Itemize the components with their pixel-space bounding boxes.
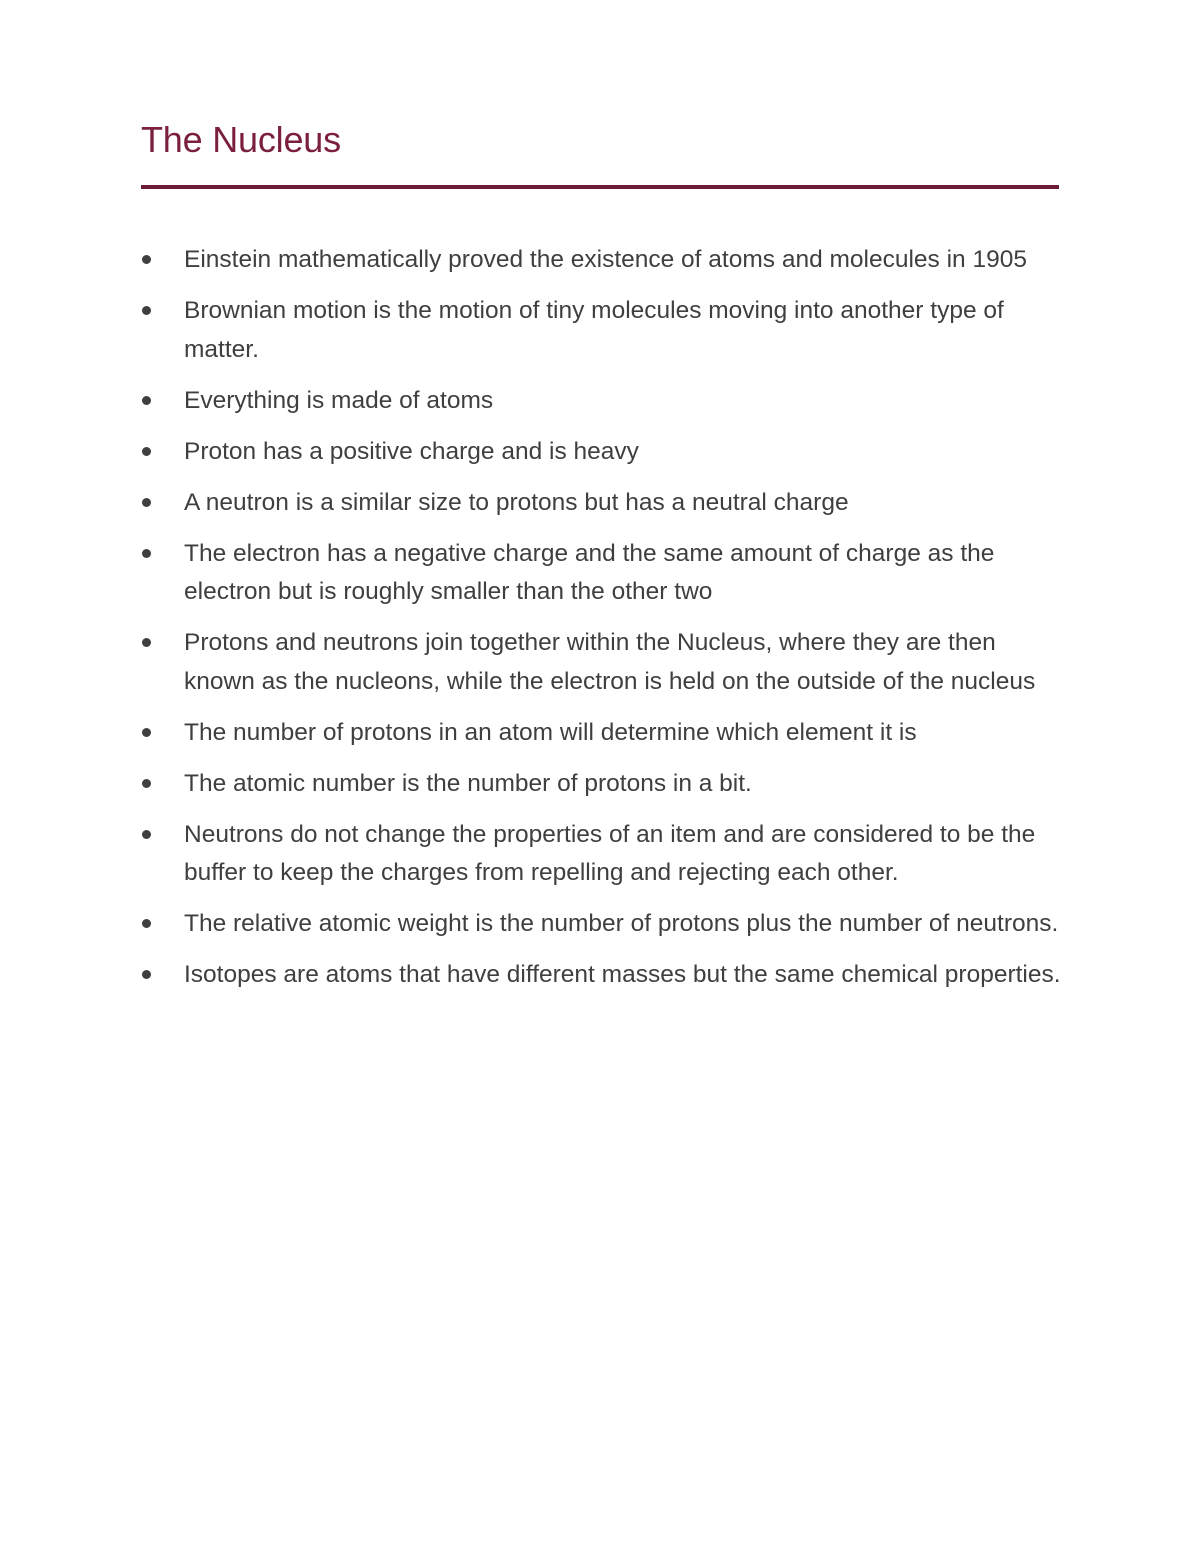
list-item xyxy=(141,956,1071,995)
bullet-dot-icon xyxy=(142,638,151,647)
list-item xyxy=(141,241,1071,280)
page-title: The Nucleus xyxy=(141,119,341,160)
list-item-text: A neutron is a similar size to protons but has a neutral charge xyxy=(184,488,849,516)
bullet-dot-icon xyxy=(142,498,151,507)
list-item xyxy=(141,765,1071,804)
list-item-text: Brownian motion is the motion of tiny molecules moving into another type of matter. xyxy=(184,297,1004,363)
list-item-text: Einstein mathematically proved the existence of atoms and molecules in 1905 xyxy=(184,246,1027,273)
list-item-text: Proton has a positive charge and is heavy xyxy=(184,437,639,465)
title-underline xyxy=(141,185,1059,189)
list-item-text: Isotopes are atoms that have different masses but the same chemical properties. xyxy=(184,961,1061,988)
list-item xyxy=(141,382,1071,421)
bullet-dot-icon xyxy=(142,728,151,737)
list-item-text: Everything is made of atoms xyxy=(184,386,494,414)
list-item xyxy=(141,714,1071,753)
list-item xyxy=(141,292,1071,369)
bullet-dot-icon xyxy=(142,255,151,264)
bullet-dot-icon xyxy=(142,447,151,456)
list-item xyxy=(141,905,1071,944)
list-item-text: The electron has a negative charge and the same amount of charge as the electron but is roughly smaller than the other two xyxy=(184,539,995,605)
list-item-text: The relative atomic weight is the number of protons plus the number of neutrons. xyxy=(184,910,1059,937)
list-item xyxy=(141,433,1071,472)
list-item xyxy=(141,484,1071,523)
list-item xyxy=(141,816,1071,893)
list-item-text: Protons and neutrons join together within the Nucleus, where they are then known as the nucleons, while the electron is held on the outside of the nucleus xyxy=(184,629,1036,695)
bullet-dot-icon xyxy=(142,919,151,928)
list-item-text: The atomic number is the number of protons in a bit. xyxy=(184,769,752,797)
list-item-text: Neutrons do not change the properties of an item and are considered to be the buffer to keep the charges from repelling and rejecting each other. xyxy=(184,820,1036,886)
bullet-list xyxy=(141,241,1071,1007)
list-item xyxy=(141,535,1071,612)
bullet-dot-icon xyxy=(142,779,151,788)
list-item-text: The number of protons in an atom will determine which element it is xyxy=(184,718,917,746)
bullet-dot-icon xyxy=(142,970,151,979)
bullet-dot-icon xyxy=(142,396,151,405)
bullet-dot-icon xyxy=(142,549,151,558)
bullet-dot-icon xyxy=(142,830,151,839)
bullet-dot-icon xyxy=(142,306,151,315)
list-item xyxy=(141,624,1071,701)
